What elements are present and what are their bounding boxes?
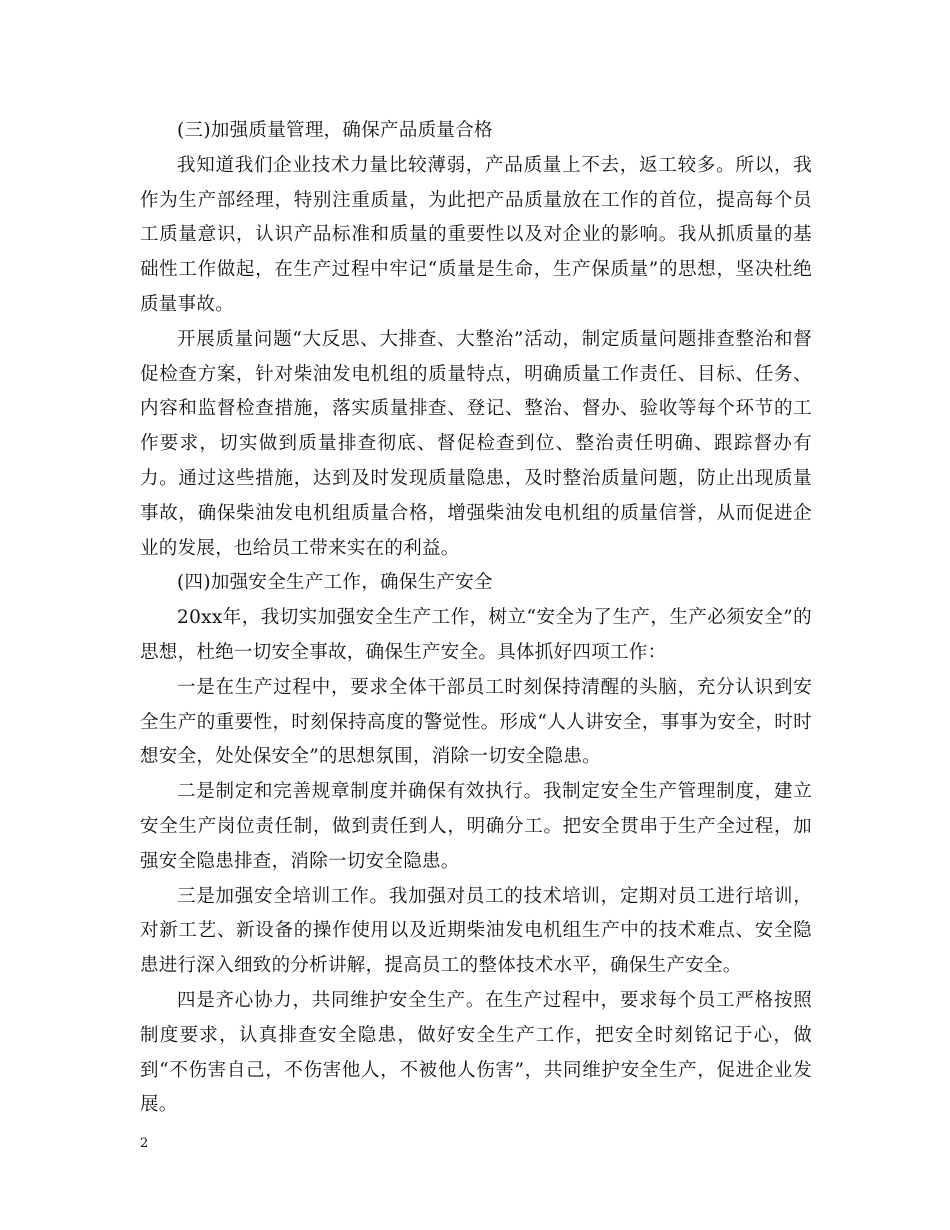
paragraph-quality-awareness: 我知道我们企业技术力量比较薄弱，产品质量上不去，返工较多。所以，我作为生产部经理，特别注重质量，为此把产品质量放在工作的首位，提高每个员工质量意识，认识产品标准和质量的重要性以及对企业的影响。我从抓质量的基础性工作做起，在生产过程中牢记“质量是生命，生产保质量”的思想，坚决杜绝质量事故。 [140,154,812,315]
paragraph-safety-intro: 20xx年，我切实加强安全生产工作，树立“安全为了生产，生产必须安全”的思想，杜绝一切安全事故，确保生产安全。具体抓好四项工作： [140,607,812,663]
paragraph-quality-campaign: 开展质量问题“大反思、大排查、大整治”活动，制定质量问题排查整治和督促检查方案，针对柴油发电机组的质量特点，明确质量工作责任、目标、任务、内容和监督检查措施，落实质量排查、登记、整治、督办、验收等每个环节的工作要求，切实做到质量排查彻底、督促检查到位、整治责任明确、跟踪督办有力。通过这些措施，达到及时发现质量隐患，及时整治质量问题，防止出现质量事故，确保柴油发电机组质量合格，增强柴油发电机组的质量信誉，从而促进企业的发展，也给员工带来实在的利益。 [140,328,812,559]
paragraph-safety-item-4: 四是齐心协力，共同维护安全生产。在生产过程中，要求每个员工严格按照制度要求，认真排查安全隐患，做好安全生产工作，把安全时刻铭记于心，做到“不伤害自己，不伤害他人，不被他人伤害”，共同维护安全生产，促进企业发展。 [140,989,812,1116]
section-heading-quality: (三)加强质量管理，确保产品质量合格 [177,120,493,141]
section-heading-safety: (四)加强安全生产工作，确保生产安全 [177,572,493,594]
paragraph-safety-item-1: 一是在生产过程中，要求全体干部员工时刻保持清醒的头脑，充分认识到安全生产的重要性，时刻保持高度的警觉性。形成“人人讲安全，事事为安全，时时想安全，处处保安全”的思想氛围，消除一切安全隐患。 [140,676,812,768]
paragraph-safety-item-2: 二是制定和完善规章制度并确保有效执行。我制定安全生产管理制度，建立安全生产岗位责任制，做到责任到人，明确分工。把安全贯串于生产全过程，加强安全隐患排查，消除一切安全隐患。 [140,781,812,872]
paragraph-safety-item-3: 三是加强安全培训工作。我加强对员工的技术培训，定期对员工进行培训，对新工艺、新设备的操作使用以及近期柴油发电机组生产中的技术难点、安全隐患进行深入细致的分析讲解，提高员工的整体技术水平，确保生产安全。 [140,885,812,977]
document-body [140,114,812,1123]
page-number: 2 [140,1136,149,1151]
